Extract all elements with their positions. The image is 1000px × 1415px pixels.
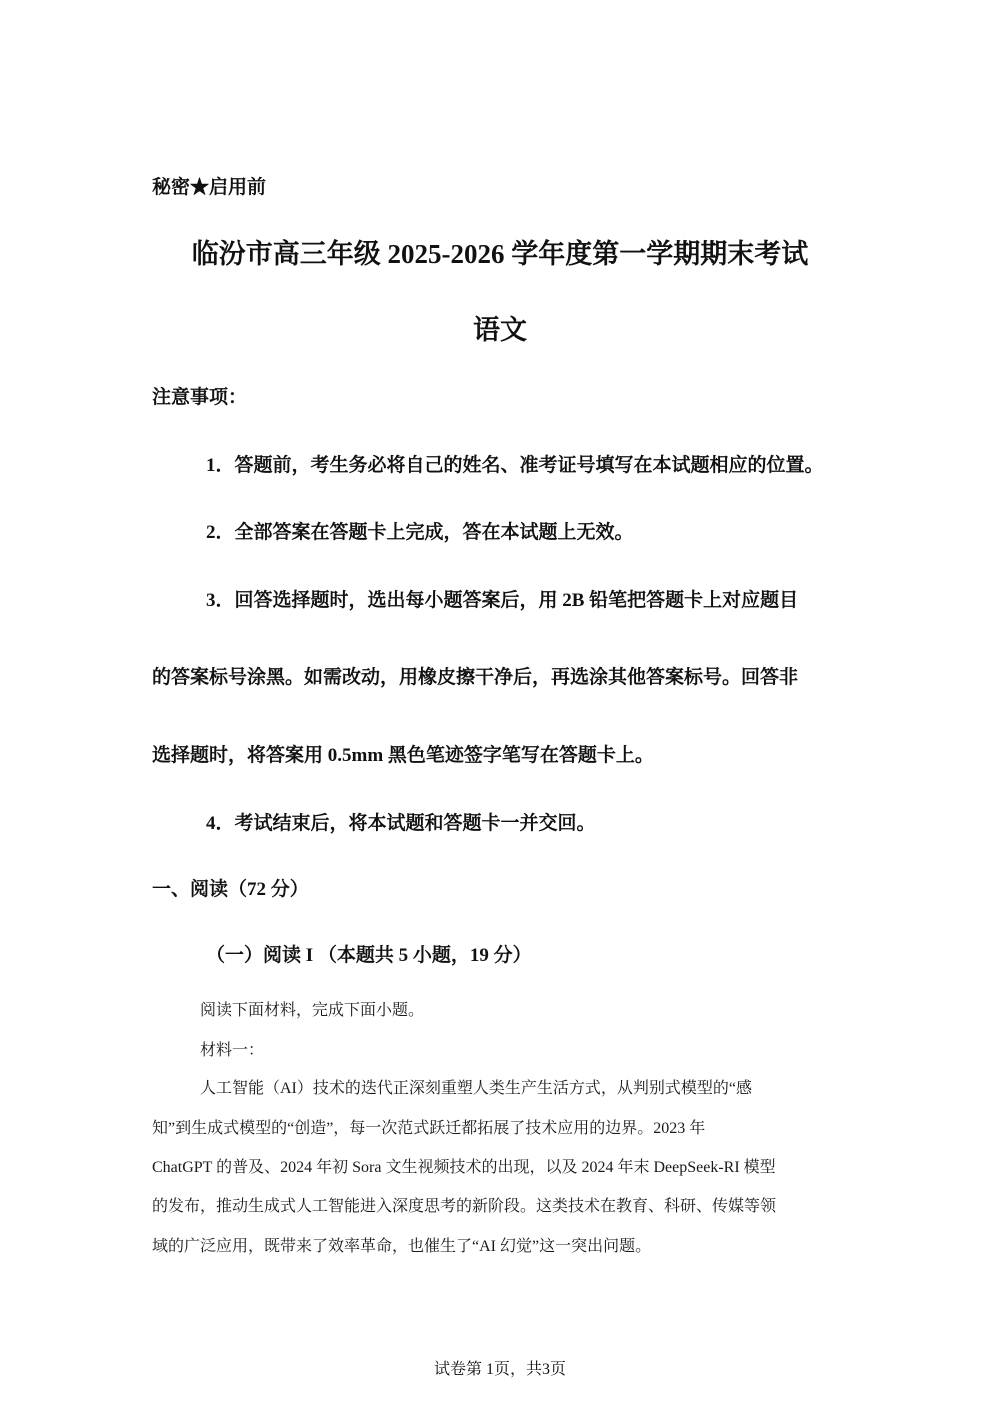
page-footer: 试卷第 1页，共3页 (433, 1361, 566, 1378)
notice-item-4: 4．考试结束后，将本试题和答题卡一并交回。 (206, 813, 596, 834)
notice-item-3-line-2: 的答案标号涂黑。如需改动，用橡皮擦干净后，再选涂其他答案标号。回答非 (152, 667, 799, 688)
passage-line: 知”到生成式模型的“创造”，每一次范式跃迁都拓展了技术应用的边界。2023 年 (152, 1120, 706, 1137)
passage-line: 的发布，推动生成式人工智能进入深度思考的新阶段。这类技术在教育、科研、传媒等领 (152, 1198, 777, 1215)
notice-item-3-line-1: 3．回答选择题时，选出每小题答案后，用 2B 铅笔把答题卡上对应题目 (206, 590, 799, 611)
notice-heading: 注意事项： (152, 387, 248, 408)
subsection-heading: （一）阅读 I （本题共 5 小题，19 分） (206, 945, 532, 966)
section-heading: 一、阅读（72 分） (152, 879, 309, 900)
material-label: 材料一： (200, 1042, 265, 1059)
notice-item-2: 2．全部答案在答题卡上完成，答在本试题上无效。 (206, 522, 634, 543)
passage-line: 域的广泛应用，既带来了效率革命，也催生了“AI 幻觉”这一突出问题。 (152, 1238, 652, 1255)
reading-instruction: 阅读下面材料，完成下面小题。 (200, 1002, 425, 1019)
passage-line: ChatGPT 的普及、2024 年初 Sora 文生视频技术的出现，以及 2024 年末 DeepSeek-RI 模型 (152, 1159, 776, 1176)
confidential-mark: 秘密★启用前 (152, 177, 267, 198)
notice-item-3-line-3: 选择题时，将答案用 0.5mm 黑色笔迹签字笔写在答题卡上。 (152, 745, 654, 766)
exam-title: 临汾市高三年级 2025-2026 学年度第一学期期末考试 (191, 239, 809, 269)
passage-line: 人工智能（AI）技术的迭代正深刻重塑人类生产生活方式，从判别式模型的“感 (200, 1080, 752, 1097)
notice-item-1: 1．答题前，考生务必将自己的姓名、准考证号填写在本试题相应的位置。 (206, 455, 824, 476)
subject-title: 语文 (473, 315, 527, 345)
